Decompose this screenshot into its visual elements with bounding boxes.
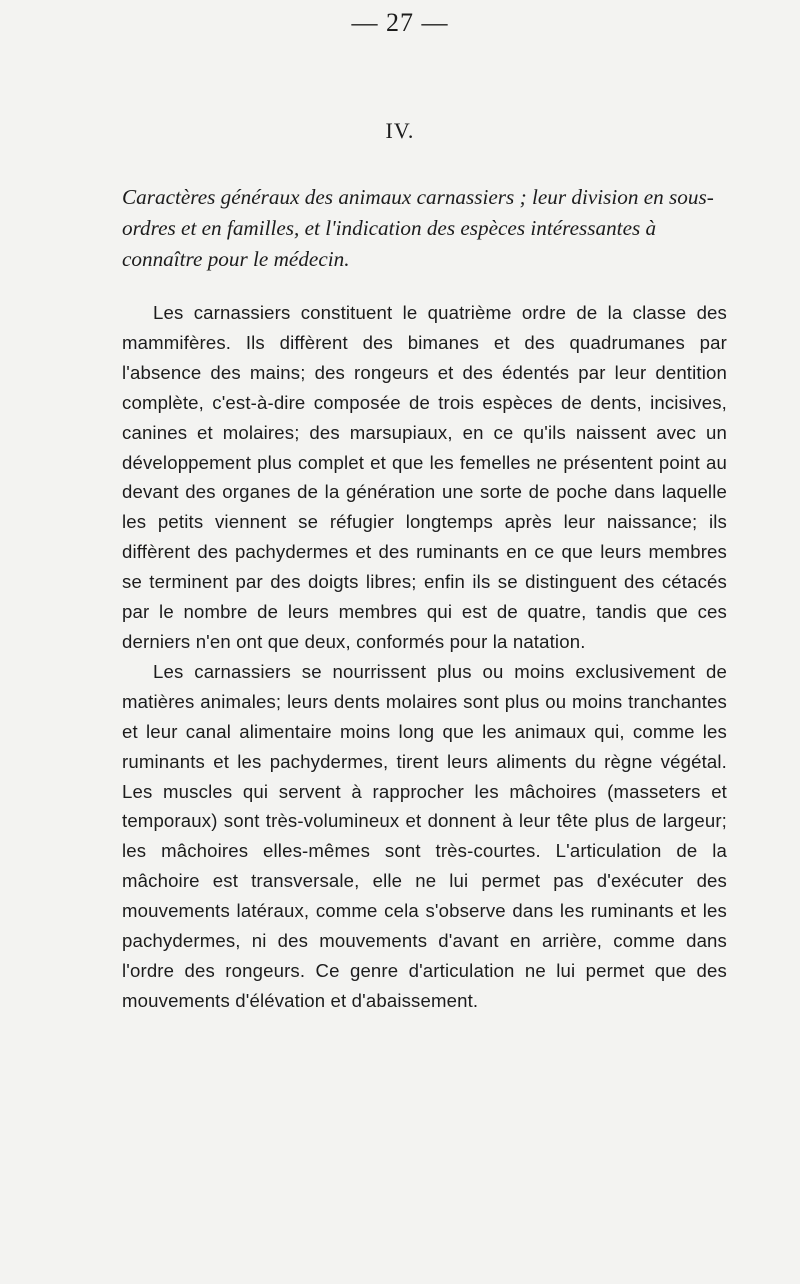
- body-text: [122, 298, 727, 1016]
- paragraph: Les carnassiers constituent le quatrième ordre de la classe des mammifères. Ils diffèrent des bimanes et des quadrumanes par l'absence des mains; des rongeurs et des édentés par leur dentition complète, c'est-à-dire composée de trois espèces de dents, incisives, canines et molaires; des marsupiaux, en ce qu'ils naissent avec un développement plus complet et que les femelles ne présentent point au devant des organes de la génération une sorte de poche dans laquelle les petits viennent se réfugier longtemps après leur naissance; ils diffèrent des pachydermes et des ruminants en ce que leurs membres se terminent par des doigts libres; enfin ils se distinguent des cétacés par le nombre de leurs membres qui est de quatre, tandis que ces derniers n'en ont que deux, conformés pour la natation.: [122, 302, 727, 652]
- section-number: IV.: [385, 118, 415, 143]
- chapter-title: Caractères généraux des animaux carnassiers ; leur division en sous-ordres et en familles, et l'indication des espèces intéressantes à connaître pour le médecin.: [122, 185, 714, 271]
- page-number: — 27 —: [351, 8, 449, 37]
- paragraph: Les carnassiers se nourrissent plus ou moins exclusivement de matières animales; leurs dents molaires sont plus ou moins tranchantes et leur canal alimentaire moins long que les animaux qui, comme les ruminants et les pachydermes, tirent leurs aliments du règne végétal. Les muscles qui servent à rapprocher les mâchoires (masseters et temporaux) sont très-volumineux et donnent à leur tête plus de largeur; les mâchoires elles-mêmes sont très-courtes. L'articulation de la mâchoire est transversale, elle ne lui permet pas d'exécuter des mouvements latéraux, comme cela s'observe dans les ruminants et les pachydermes, ni des mouvements d'avant en arrière, comme dans l'ordre des rongeurs. Ce genre d'articulation ne lui permet que des mouvements d'élévation et d'abaissement.: [122, 660, 727, 1011]
